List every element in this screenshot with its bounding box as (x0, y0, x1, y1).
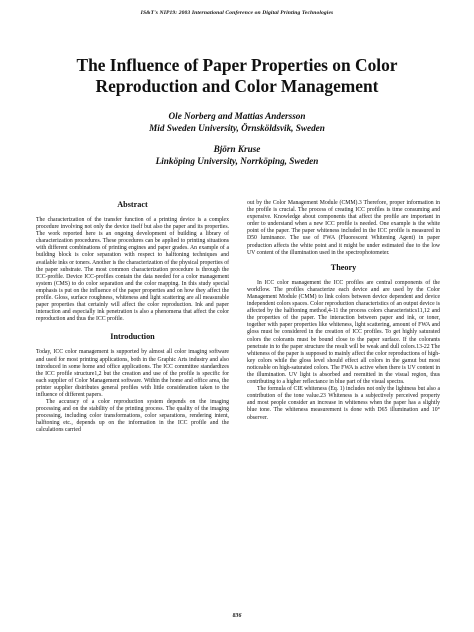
theory-paragraph-1: In ICC color management the ICC profiles are central components of the workflow. The profiles characterize each device and are used by the Color Management Module (CMM) to link colors between device dependent and device independent colors spaces. Color reproduction characteristics of an output device is affected by the halftoning method,4-11 the process colors characteristics11,12 and the properties of the paper. The interaction between paper and ink, or toner, together with paper properties like whiteness, light scattering, amount of FWA and gloss must be considered in the creation of ICC profiles. To get highly saturated colors the colorants must be bound close to the paper surface. If the colorants penetrate in to the paper structure the result will be weak and dull colors.13-22 The whiteness of the paper is supposed to mainly affect the color reproductions of high-key colors while the gloss level should effect all colors in the gamut but most noticeable on high-saturated colors. The FWA is active when there is UV content in the illumination. UV light is absorbed and reemitted in the visual region, thus contributing to a higher reflectance in blue part of the visual spectra. (247, 279, 440, 386)
author-block-1 (35, 111, 439, 134)
introduction-paragraph-2: The accuracy of a color reproduction system depends on the imaging processing and on the stability of the printing process. The quality of the imaging processing, including color transformations, color separations, rendering intent, halftoning etc., depends up on the information in the ICC profile and the calculations carried (36, 399, 229, 434)
author-names: Björn Kruse (213, 144, 261, 154)
author-affiliation: Linköping University, Norrköping, Sweden (155, 155, 319, 166)
introduction-heading: Introduction (110, 332, 155, 342)
title-line-1: The Influence of Paper Properties on Color (76, 55, 398, 75)
author-block-2 (35, 144, 439, 167)
author-names: Ole Norberg and Mattias Andersson (168, 111, 306, 121)
right-column (247, 200, 440, 435)
two-column-body (36, 200, 440, 435)
left-column (36, 200, 229, 435)
abstract-heading: Abstract (117, 200, 148, 209)
theory-heading: Theory (330, 262, 357, 272)
paper-title (35, 55, 439, 97)
theory-paragraph-2: The formula of CIE whiteness (Eq. 1) includes not only the lightness but also a contribution of the tone value.23 Whiteness is a subjectively perceived property and most people consider an increase in whiteness when the paper has a slightly blue tone. The whiteness measurement is done with D65 illumination and 10° observer. (247, 386, 440, 421)
abstract-text: The characterization of the transfer function of a printing device is a complex procedure involving not only the device itself but also the paper and its properties. The work reported here is an ongoing development of building a library of characterization procedures. These procedures can be applied to printing situations with different combinations of printing engines and paper grades. An example of a building block is color separation with respect to halftoning techniques and available inks or toners. Another is the characterization of the physical properties of the paper substrate. The most common characterization procedure is through the ICC-profile. Device ICC-profiles contain the data needed for a color management system (CMS) to do color separation and the color mapping. In this study special emphasis is put on the influence of the paper properties and on how they affect the profile. Gloss, surface roughness, whiteness and light scattering are all measurable paper properties that certainly will affect the color reproduction. Ink and paper interaction and especially ink penetration is also a phenomena that affect the color reproduction and thus the ICC profile. (36, 217, 229, 323)
author-affiliation: Mid Sweden University, Örnsköldsvik, Sweden (149, 122, 325, 133)
title-line-2: Reproduction and Color Management (95, 76, 379, 96)
introduction-paragraph-1: Today, ICC color management is supported by almost all color imaging software and used for most printing applications, both in the Graphic Arts industry and also introduced in some home and office applications. The ICC committee standardizes the ICC profile structure1,2 but the creation and use of the profile is specific for each supplier of Color Management software. Within the home and office area, the printer supplier distributes general profiles with little consideration taken to the influence of different papers. (36, 349, 229, 398)
introduction-continued: out by the Color Management Module (CMM).3 Therefore, proper information in the profile is crucial. The process of creating ICC profiles is time consuming and expensive. Knowledge about components that affect the profile are important in order to understand when a new ICC profile is needed. One example is the white point of the paper. The paper whiteness included in the ICC profile is measured in D50 luminance. The use of FWA (Fluorescent Whitening Agent) in paper production affects the white point and it might be under estimated due to the low UV content of the illumination used in the spectrophotometer. (247, 200, 440, 256)
page-number: 836 (232, 613, 242, 619)
running-header: IS&T's NIP19: 2003 International Conference on Digital Printing Technologies (140, 10, 334, 16)
